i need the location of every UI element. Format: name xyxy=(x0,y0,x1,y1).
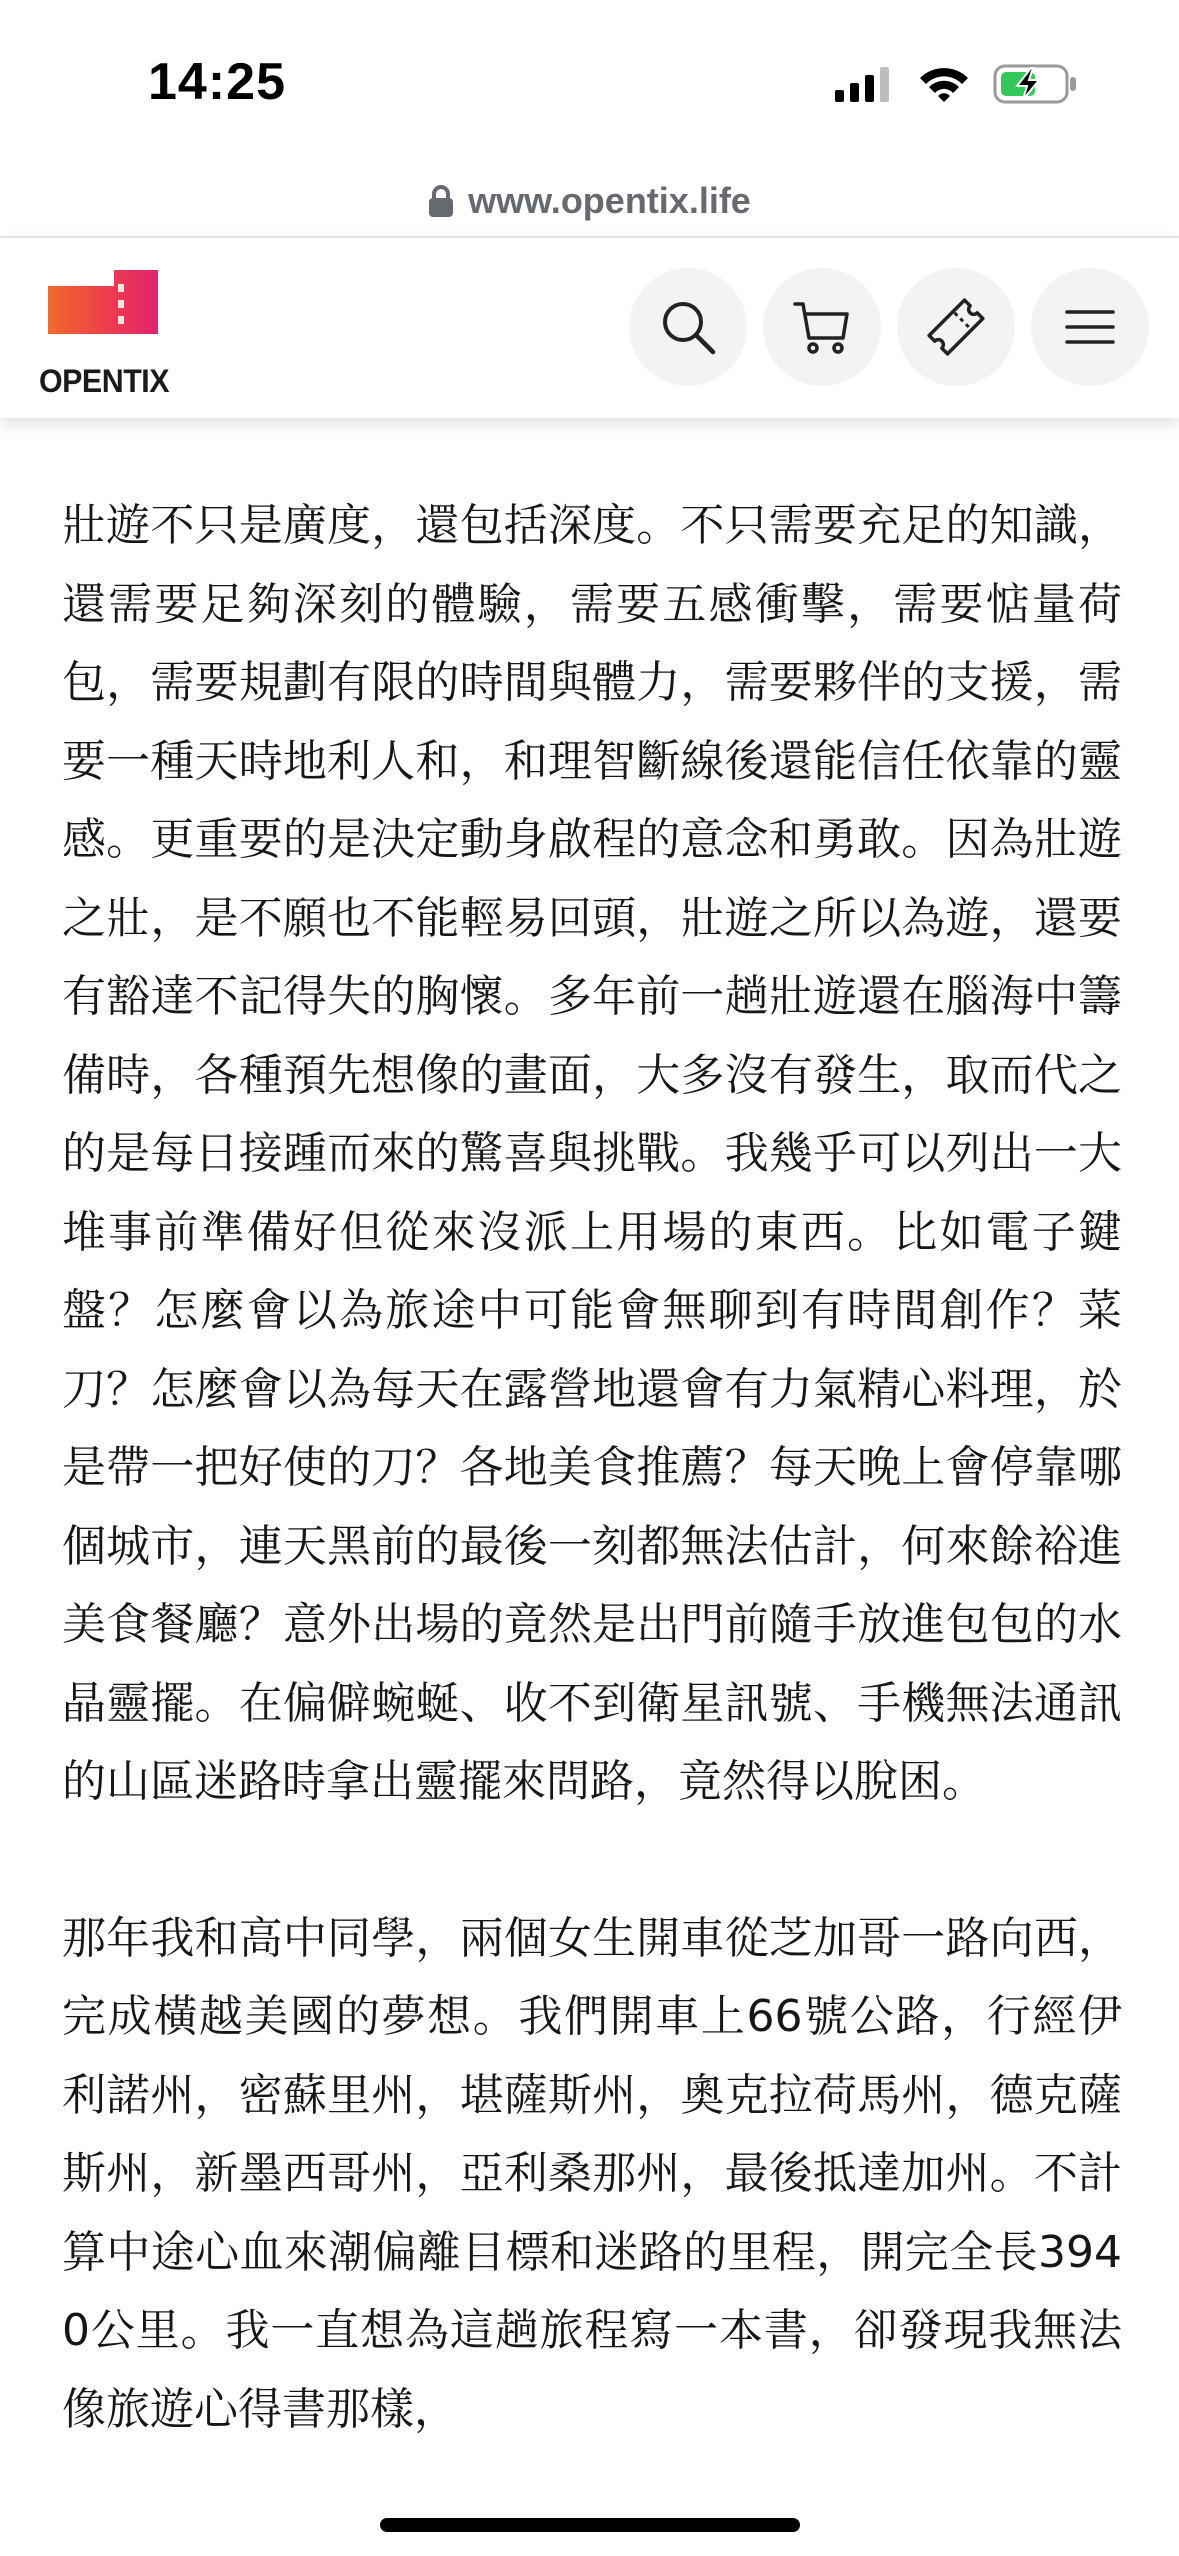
battery-charging-icon xyxy=(993,62,1079,110)
logo-text: OPENTIX xyxy=(38,363,170,399)
home-indicator[interactable] xyxy=(380,2518,800,2532)
article-body xyxy=(62,487,1122,2449)
wifi-icon xyxy=(917,64,971,108)
menu-button[interactable] xyxy=(1031,268,1149,386)
cart-button[interactable] xyxy=(763,268,881,386)
cart-icon xyxy=(791,296,853,358)
status-time: 14:25 xyxy=(148,53,286,111)
site-header xyxy=(0,236,1179,418)
ticket-icon xyxy=(923,294,989,360)
search-icon xyxy=(659,298,717,356)
article-paragraph: 那年我和高中同學，兩個女生開車從芝加哥一路向西，完成橫越美國的夢想。我們開車上66號公路，行經伊利諾州，密蘇里州，堪薩斯州，奧克拉荷馬州，德克薩斯州，新墨西哥州，亞利桑那州，最後抵達加州。不計算中途心血來潮偏離目標和迷路的里程，開完全長3940公里。我一直想為這趟旅程寫一本書，卻發現我無法像旅遊心得書那樣， xyxy=(62,1912,1122,2435)
article-paragraph: 壯遊不只是廣度，還包括深度。不只需要充足的知識，還需要足夠深刻的體驗，需要五感衝擊，需要惦量荷包，需要規劃有限的時間與體力，需要夥伴的支援，需要一種天時地利人和，和理智斷線後還能信任依靠的靈感。更重要的是決定動身啟程的意念和勇敢。因為壯遊之壯，是不願也不能輕易回頭，壯遊之所以為遊，還要有豁達不記得失的胸懷。多年前一趟壯遊還在腦海中籌備時，各種預先想像的畫面，大多沒有發生，取而代之的是每日接踵而來的驚喜與挑戰。我幾乎可以列出一大堆事前準備好但從來沒派上用場的東西。比如電子鍵盤？怎麼會以為旅途中可能會無聊到有時間創作？菜刀？怎麼會以為每天在露營地還會有力氣精心料理，於是帶一把好使的刀？各地美食推薦？每天晚上會停靠哪個城市，連天黑前的最後一刻都無法估計，何來餘裕進美食餐廳？意外出場的竟然是出門前隨手放進包包的水晶靈擺。在偏僻蜿蜒、收不到衛星訊號、手機無法通訊的山區迷路時拿出靈擺來問路，竟然得以脫困。 xyxy=(62,500,1122,1807)
search-button[interactable] xyxy=(629,268,747,386)
url-text[interactable]: www.opentix.life xyxy=(468,180,751,221)
cellular-signal-icon xyxy=(835,64,895,108)
lock-icon xyxy=(428,184,454,218)
menu-icon xyxy=(1063,300,1117,354)
logo-mark-icon xyxy=(48,270,160,334)
status-icons xyxy=(835,58,1079,114)
status-bar xyxy=(0,0,1179,150)
url-bar[interactable] xyxy=(0,168,1179,234)
opentix-logo[interactable] xyxy=(34,270,174,399)
header-actions xyxy=(629,268,1149,386)
ticket-button[interactable] xyxy=(897,268,1015,386)
